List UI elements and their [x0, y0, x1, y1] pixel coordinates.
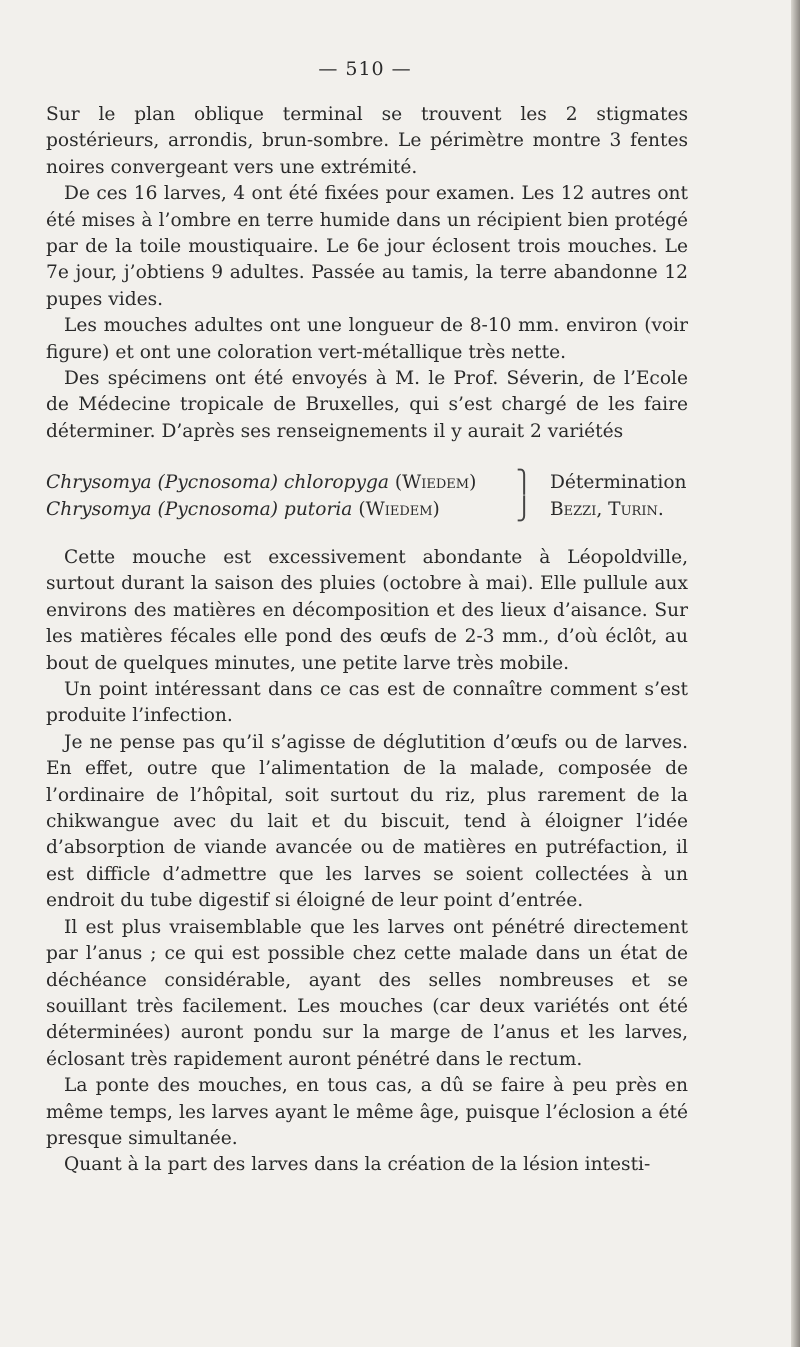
paragraph: Les mouches adultes ont une longueur de 8-10 mm. environ (voir figure) et ont une coloration vert-métallique très nette. — [46, 315, 688, 363]
species-author: (Wiedem) — [394, 472, 477, 493]
page-number: — 510 — — [318, 58, 412, 80]
species-name: Chrysomya (Pycnosoma) putoria — [46, 499, 353, 520]
paragraph: Un point intéressant dans ce cas est de connaître comment s’est produite l’infection. — [46, 679, 688, 727]
paragraph: De ces 16 larves, 4 ont été fixées pour examen. Les 12 autres ont été mises à l’ombre en terre humide dans un récipient bien protégé par de la toile moustiquaire. Le 6e jour éclosent trois mouches. Le 7e jour, j’obtiens 9 adultes. Passée au tamis, la terre abandonne 12 pupes vides. — [46, 183, 688, 310]
paragraph: Quant à la part des larves dans la création de la lésion intesti- — [64, 1154, 651, 1176]
paragraph: Sur le plan oblique terminal se trouvent les 2 stigmates postérieurs, arrondis, brun-sombre. Le périmètre montre 3 fentes noires convergeant vers une extrémité. — [46, 104, 688, 178]
species-note: Bezzi, Turin. — [550, 499, 664, 520]
text-block-bottom — [46, 545, 688, 1179]
species-note: Détermination — [550, 472, 687, 493]
species-row — [46, 496, 688, 523]
brace-top: ⎫ — [516, 470, 533, 495]
paragraph: Je ne pense pas qu’il s’agisse de déglutition d’œufs ou de larves. En effet, outre que l’alimentation de la malade, composée de l’ordinaire de l’hôpital, soit surtout du riz, plus rarement de la chikwangue avec du lait et du biscuit, tend à éloigner l’idée d’absorption de viande avancée ou de matières en putréfaction, il est difficle d’admettre que les larves se soient collectées à un endroit du tube digestif si éloigné de leur point d’entrée. — [46, 731, 688, 912]
text-block-top — [46, 102, 688, 445]
species-row — [46, 469, 688, 496]
species-name: Chrysomya (Pycnosoma) chloropyga — [46, 472, 389, 493]
page-edge-shadow — [791, 0, 800, 1347]
brace-bottom: ⎭ — [516, 497, 533, 522]
paragraph: Il est plus vraisemblable que les larves ont pénétré directement par l’anus ; ce qui est possible chez cette malade dans un état de déchéance considérable, ayant des selles nombreuses et se souillant très facilement. Les mouches (car deux variétés ont été déterminées) auront pondu sur la marge de l’anus et les larves, éclosant très rapidement auront pénétré dans le rectum. — [46, 916, 688, 1070]
paragraph: Cette mouche est excessivement abondante à Léopoldville, surtout durant la saison des pluies (octobre à mai). Elle pullule aux environs des matières en décomposition et des lieux d’aisance. Sur les matières fécales elle pond des œufs de 2-3 mm., d’où éclôt, au bout de quelques minutes, une petite larve très mobile. — [46, 547, 688, 674]
paragraph: La ponte des mouches, en tous cas, a dû se faire à peu près en même temps, les larves ayant le même âge, puisque l’éclosion a été presque simultanée. — [46, 1075, 688, 1149]
species-list — [46, 469, 688, 523]
paragraph: Des spécimens ont été envoyés à M. le Prof. Séverin, de l’Ecole de Médecine tropicale de Bruxelles, qui s’est chargé de les faire déterminer. D’après ses renseignements il y aurait 2 variétés — [46, 368, 688, 442]
species-author: (Wiedem) — [358, 499, 440, 520]
